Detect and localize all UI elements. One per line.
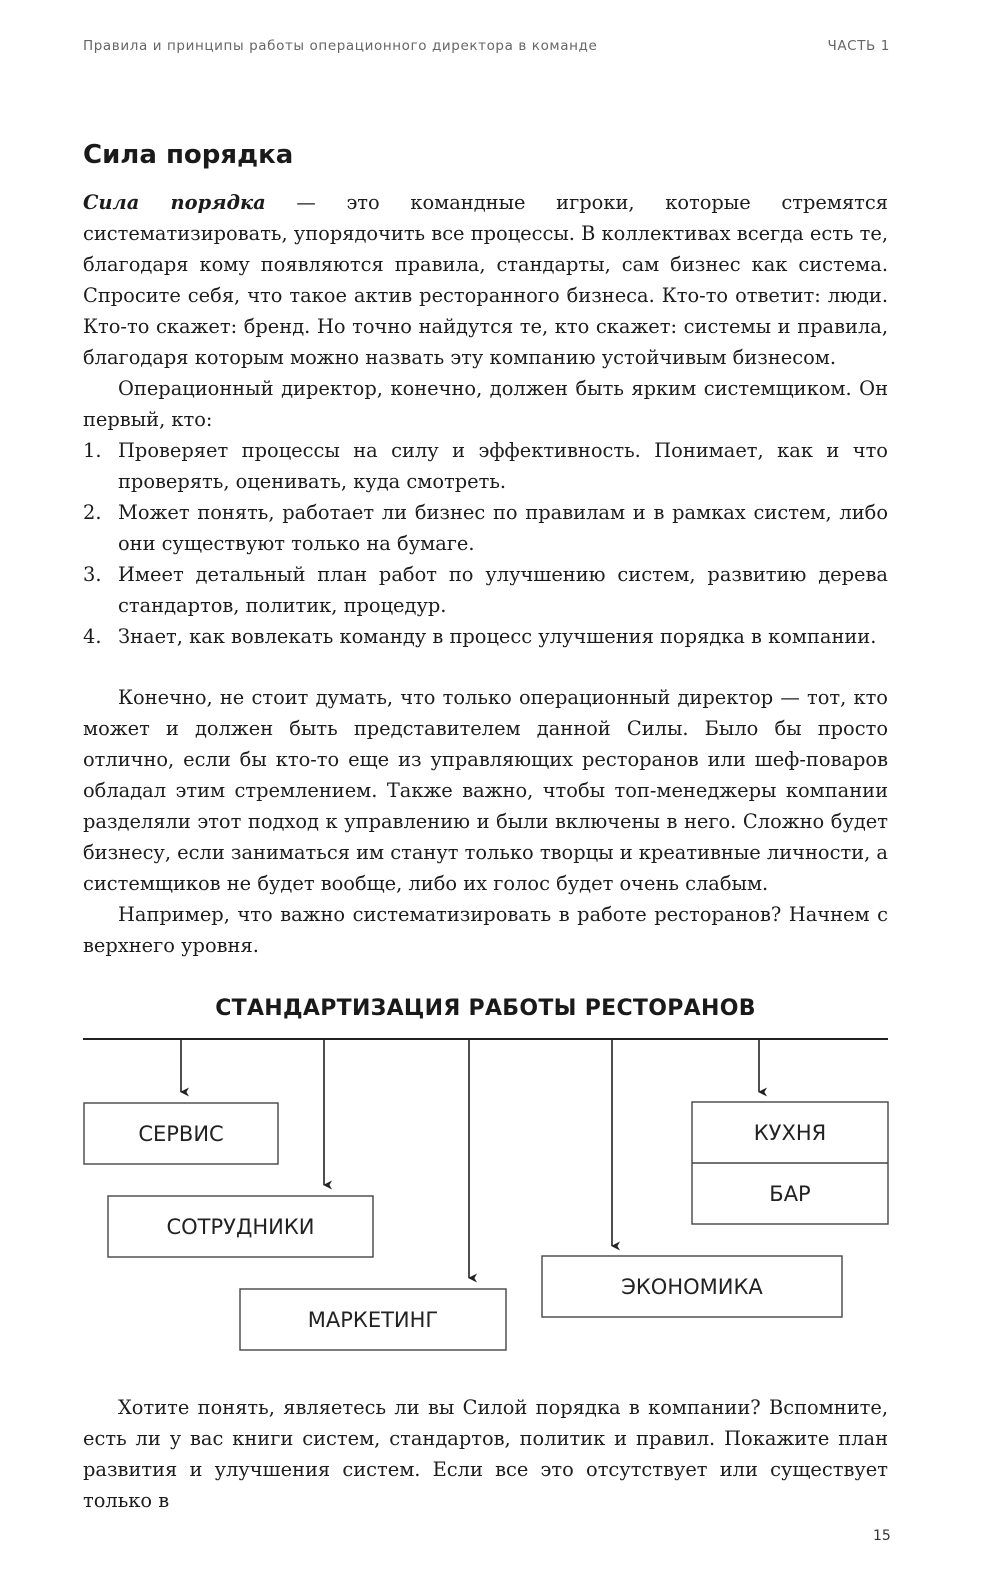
paragraph-5: Хотите понять, являетесь ли вы Силой порядка в компании? Вспомните, есть ли у вас книги систем, стандартов, политик и правил. Покажите план развития и улучшения систем. Если все это отсутствует или существует только в [83,1396,888,1512]
list-item-text: Проверяет процессы на силу и эффективность. Понимает, как и что проверять, оценивать, куда смотреть. [118,439,888,493]
list-item-text: Может понять, работает ли бизнес по правилам и в рамках систем, либо они существуют только на бумаге. [118,501,888,555]
list-item-number: 4. [83,625,102,648]
box-staff-label: СОТРУДНИКИ [166,1214,315,1239]
list-item-text: Имеет детальный план работ по улучшению систем, развитию дерева стандартов, политик, процедур. [118,563,888,617]
box-economics-label: ЭКОНОМИКА [621,1274,763,1299]
intro-rest: — это командные игроки, которые стремятся систематизировать, упорядочить все процессы. В коллективах всегда есть те, благодаря кому появляются правила, стандарты, сам бизнес как система. Спросите себя, что такое актив ресторанного бизнеса. Кто-то ответит: люди. Кто-то скажет: бренд. Но точно найдутся те, кто скажет: системы и правила, благодаря которым можно назвать эту компанию устойчивым бизнесом. [83,191,889,369]
running-title: Правила и принципы работы операционного директора в команде [83,38,598,54]
part-label: ЧАСТЬ 1 [827,38,890,54]
paragraph-4: Например, что важно систематизировать в работе ресторанов? Начнем с верхнего уровня. [83,903,888,957]
list-item-text: Знает, как вовлекать команду в процесс улучшения порядка в компании. [118,625,877,648]
box-bar-label: БАР [769,1181,811,1206]
box-marketing-label: МАРКЕТИНГ [307,1307,439,1332]
paragraph-2: Операционный директор, конечно, должен быть ярким системщиком. Он первый, кто: [83,377,888,431]
diagram-title: СТАНДАРТИЗАЦИЯ РАБОТЫ РЕСТОРАНОВ [215,996,756,1021]
body-text-bottom [83,1392,888,1516]
box-kitchen-label: КУХНЯ [753,1120,827,1145]
intro-term: Сила порядка [83,191,266,214]
list-item-number: 1. [83,439,102,462]
section-title: Сила порядка [83,140,294,170]
box-service-label: СЕРВИС [138,1121,224,1146]
page-number: 15 [873,1528,891,1544]
list-item-number: 2. [83,501,102,524]
list-item-number: 3. [83,563,102,586]
paragraph-3: Конечно, не стоит думать, что только операционный директор — тот, кто может и должен быть представителем данной Силы. Было бы просто отлично, если бы кто-то еще из управляющих ресторанов или шеф-поваров обладал этим стремлением. Также важно, чтобы топ-менеджеры компании разделяли этот подход к управлению и были включены в него. Сложно будет бизнесу, если заниматься им станут только творцы и креативные личности, а системщиков не будет вообще, либо их голос будет очень слабым. [83,686,888,895]
